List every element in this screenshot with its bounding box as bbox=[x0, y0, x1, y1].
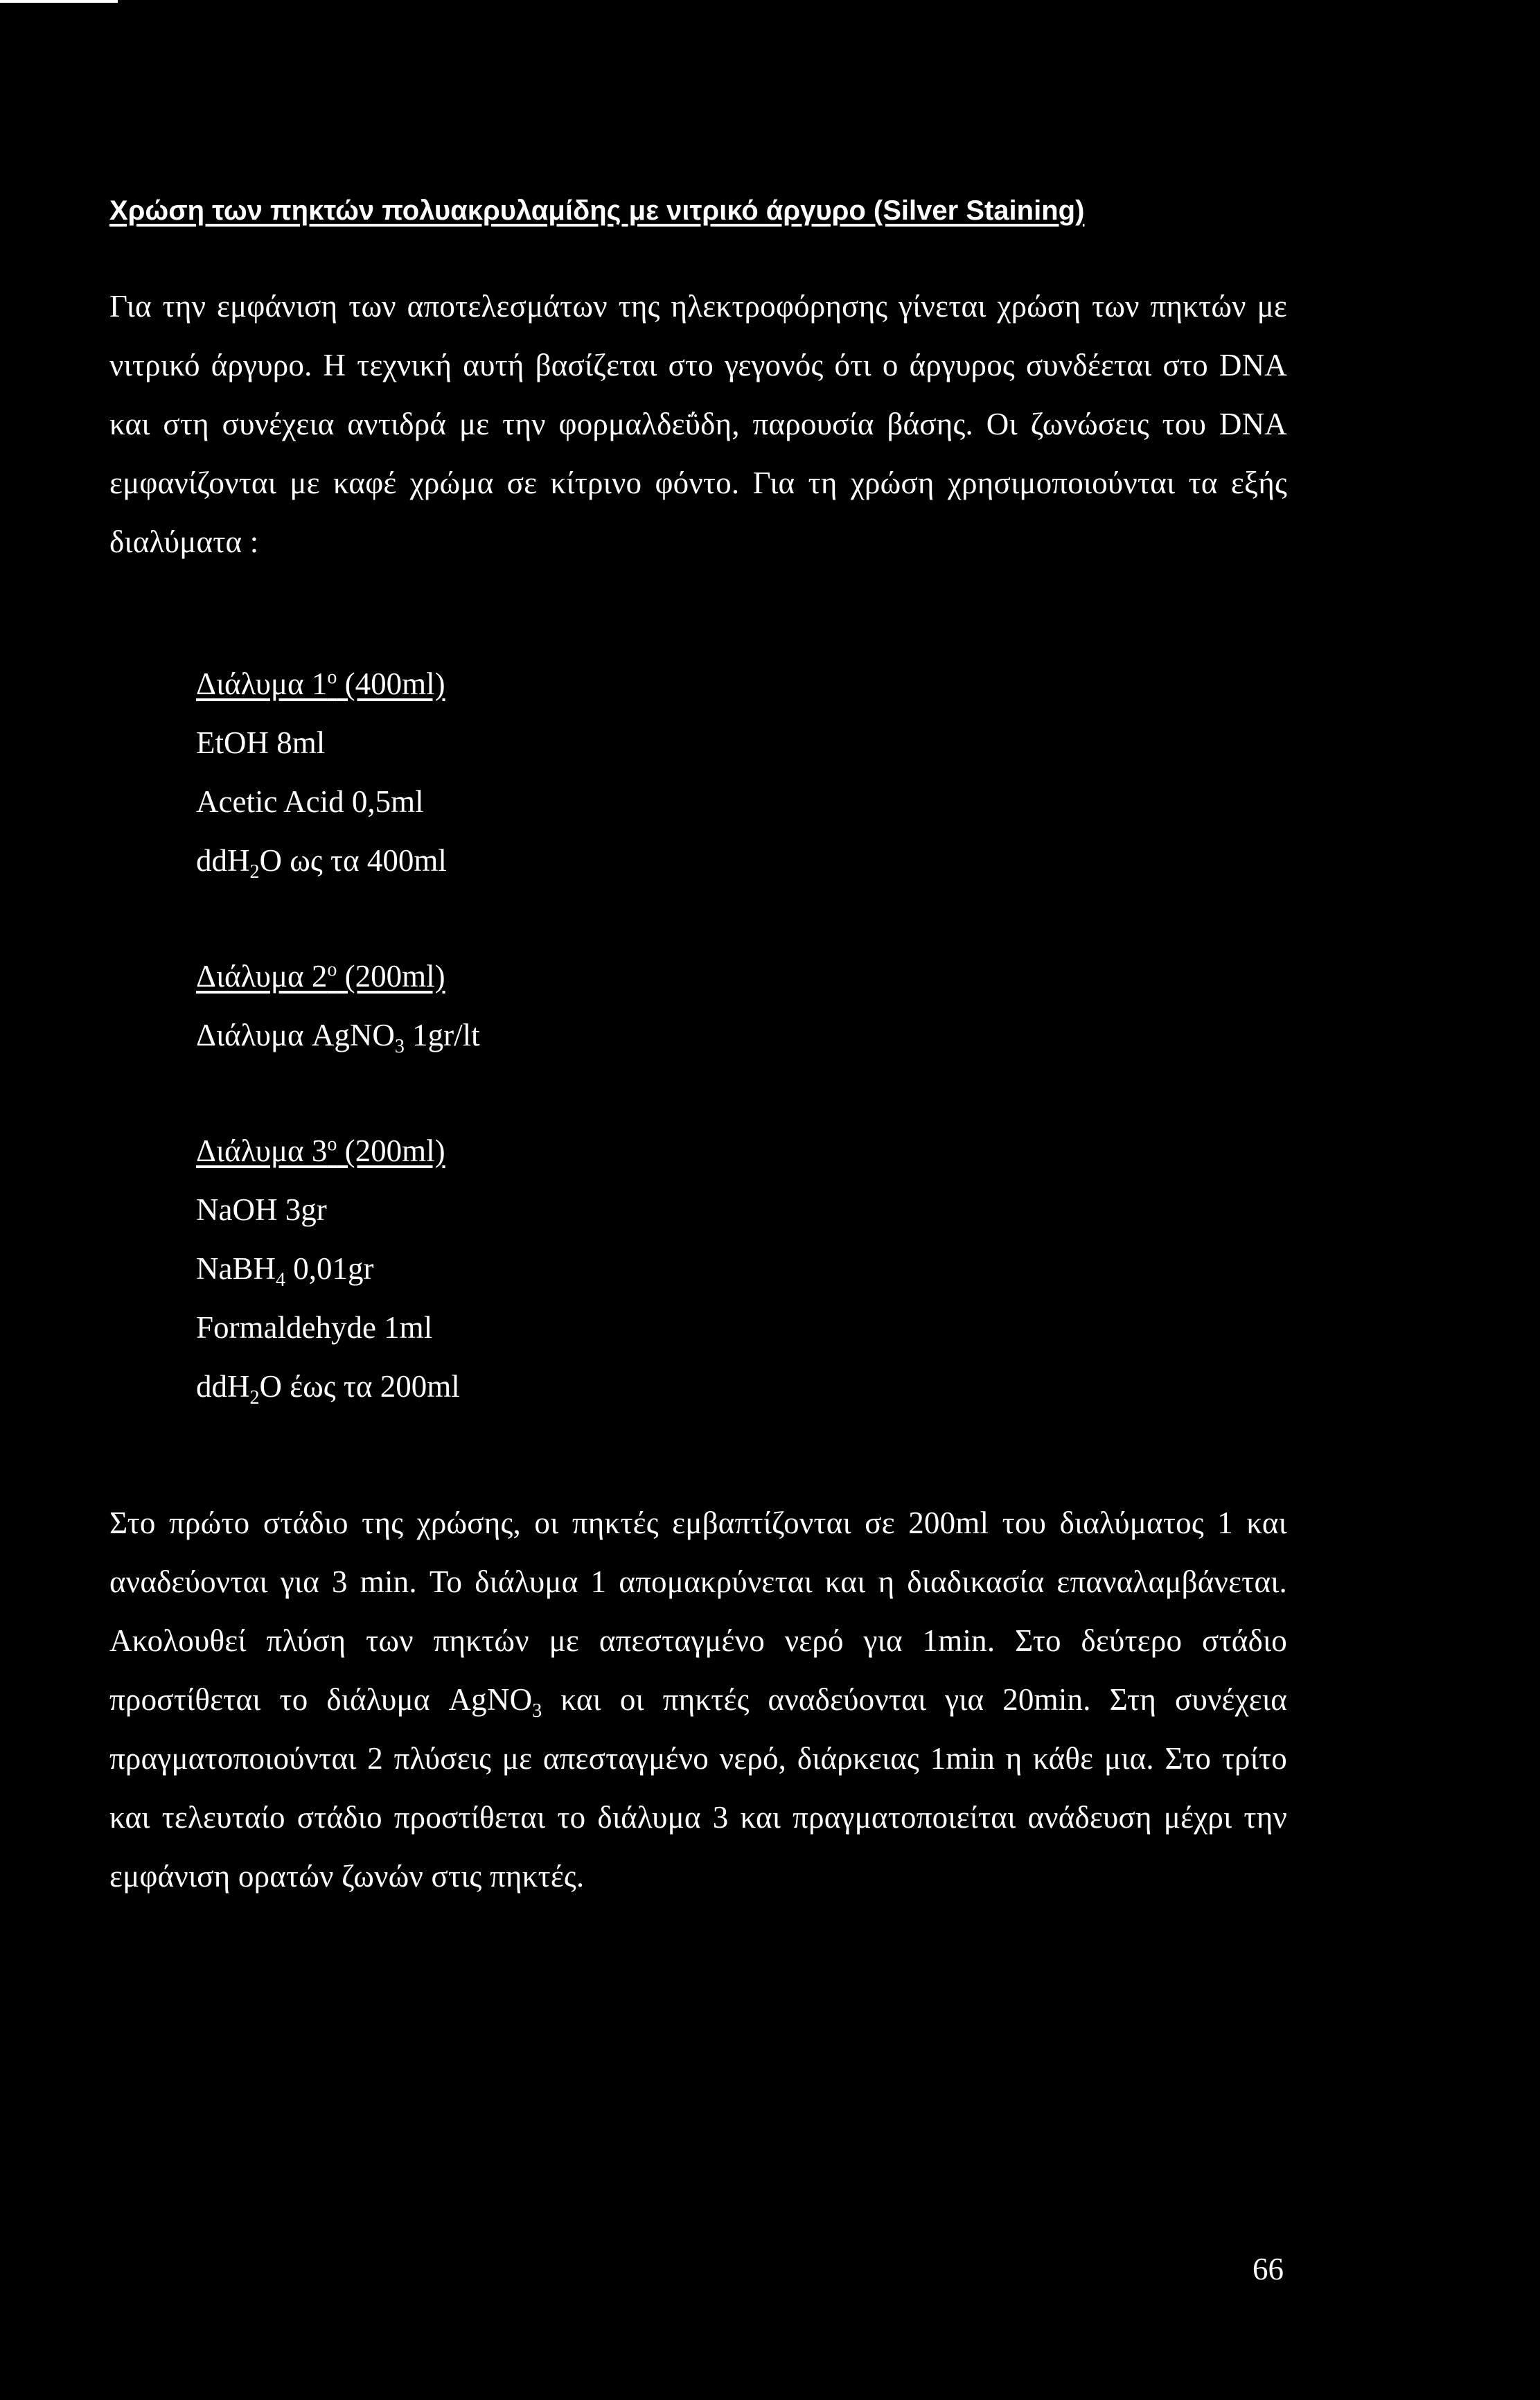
solution-3-ingredient bbox=[196, 1239, 1287, 1298]
chem-text: NaBH bbox=[196, 1251, 276, 1286]
solution-3-ingredient bbox=[196, 1357, 1287, 1416]
chem-text: 1gr/lt bbox=[404, 1018, 480, 1052]
solution-2-title-prefix: Διάλυμα 2 bbox=[196, 959, 328, 994]
solution-2-title bbox=[196, 947, 1287, 1006]
solution-3-title-sup: ο bbox=[327, 1133, 337, 1155]
chem-text: ddH bbox=[196, 1369, 250, 1404]
solution-1-title-sup: ο bbox=[327, 667, 337, 688]
solution-2-title-suffix: (200ml) bbox=[337, 959, 445, 994]
section-title: Χρώση των πηκτών πολυακρυλαμίδης με νιτρικό άργυρο (Silver Staining) bbox=[109, 195, 1085, 226]
solution-1 bbox=[196, 655, 1287, 890]
procedure-text: και οι πηκτές αναδεύονται για 20min. Στη συνέχεια πραγματοποιούνται 2 πλύσεις με απεσταγμένο νερό, διάρκειας 1min η κάθε μια. Στο τρίτο και τελευταίο στάδιο προστίθεται το διάλυμα 3 και πραγματοποιείται ανάδευση μέχρι την εμφάνιση ορατών ζωνών στις πηκτές. bbox=[109, 1682, 1287, 1894]
chem-text: ddH bbox=[196, 843, 250, 878]
solution-2-ingredient bbox=[196, 1006, 1287, 1065]
solution-3-title-suffix: (200ml) bbox=[337, 1133, 445, 1168]
chem-subscript: 3 bbox=[394, 1036, 405, 1057]
chem-subscript: 2 bbox=[249, 1387, 260, 1409]
solution-2-title-sup: ο bbox=[327, 959, 337, 980]
chem-text: O ως τα 400ml bbox=[259, 843, 447, 878]
solution-3 bbox=[196, 1122, 1287, 1416]
chem-text: Διάλυμα AgNO bbox=[196, 1018, 395, 1052]
top-rule bbox=[0, 0, 118, 3]
solution-3-ingredient: Formaldehyde 1ml bbox=[196, 1310, 433, 1345]
solution-1-title bbox=[196, 655, 1287, 714]
solution-3-ingredient: NaOH 3gr bbox=[196, 1192, 327, 1227]
solution-1-ingredient: Acetic Acid 0,5ml bbox=[196, 784, 424, 819]
chem-subscript: 4 bbox=[275, 1269, 285, 1291]
procedure-text: Στο πρώτο στάδιο της χρώσης, οι πηκτές εμβαπτίζονται σε 200ml του διαλύματος 1 και αναδεύονται για 3 min. Το διάλυμα 1 απομακρύνεται και η διαδικασία επαναλαμβάνεται. Ακολουθεί πλύση των πηκτών με απεσταγμένο νερό για 1min. Στο δεύτερο στάδιο προστίθεται το διάλυμα AgNO bbox=[109, 1506, 1287, 1717]
solution-1-title-suffix: (400ml) bbox=[337, 667, 445, 701]
document-page bbox=[109, 187, 1287, 1906]
solution-2 bbox=[196, 947, 1287, 1065]
intro-paragraph: Για την εμφάνιση των αποτελεσμάτων της ηλεκτροφόρησης γίνεται χρώση των πηκτών με νιτρικό άργυρο. Η τεχνική αυτή βασίζεται στο γεγονός ότι ο άργυρος συνδέεται στο DNA και στη συνέχεια αντιδρά με την φορμαλδεΰδη, παρουσία βάσης. Οι ζωνώσεις του DNA εμφανίζονται με καφέ χρώμα σε κίτρινο φόντο. Για τη χρώση χρησιμοποιούνται τα εξής διαλύματα : bbox=[109, 289, 1287, 559]
page-number: 66 bbox=[1253, 2252, 1284, 2286]
solution-1-ingredient: EtOH 8ml bbox=[196, 725, 326, 760]
solution-1-title-prefix: Διάλυμα 1 bbox=[196, 667, 328, 701]
procedure-paragraph bbox=[109, 1494, 1287, 1906]
chem-text: O έως τα 200ml bbox=[259, 1369, 460, 1404]
solution-3-title bbox=[196, 1122, 1287, 1181]
solution-1-ingredient bbox=[196, 831, 1287, 890]
chem-text: 0,01gr bbox=[285, 1251, 374, 1286]
solution-3-title-prefix: Διάλυμα 3 bbox=[196, 1133, 328, 1168]
chem-subscript: 2 bbox=[249, 861, 260, 883]
chem-subscript: 3 bbox=[532, 1700, 542, 1722]
